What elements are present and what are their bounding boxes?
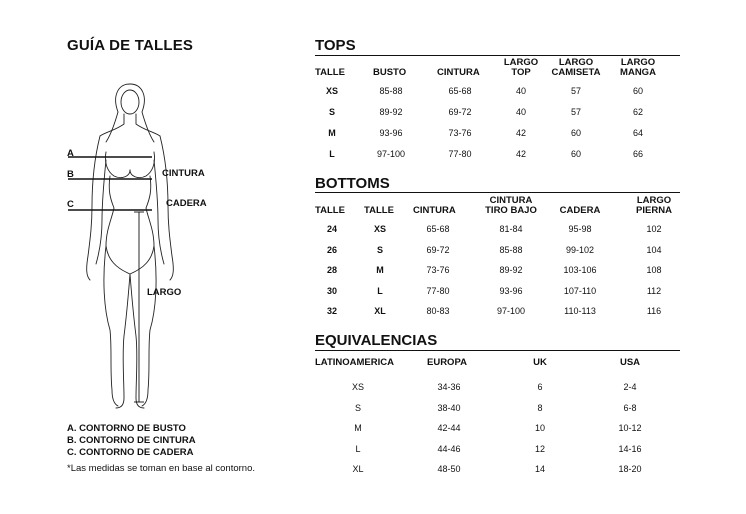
equivalencias-cell: XS	[351, 382, 364, 392]
bottoms-cell: 81-84	[499, 224, 523, 234]
tops-header-line: MANGA	[620, 67, 656, 78]
equivalencias-cell: 38-40	[437, 402, 461, 413]
equivalencias-title: EQUIVALENCIAS	[315, 332, 438, 349]
footnote: *Las medidas se toman en base al contorno.	[67, 463, 256, 474]
bottoms-header-line: CINTURA	[413, 205, 456, 216]
tops-header-line: LARGO	[503, 57, 539, 68]
legend-a: A. CONTORNO DE BUSTO	[67, 423, 186, 434]
equivalencias-cell: M	[354, 423, 362, 433]
bottoms-cell: 26	[326, 244, 337, 255]
bottoms-header	[364, 206, 404, 216]
equivalencias-cell: 14	[534, 464, 545, 474]
tops-cell: 73-76	[448, 128, 472, 138]
equivalencias-cell: 10-12	[618, 423, 642, 433]
equivalencias-header: LATINOAMERICA	[315, 357, 394, 368]
bottoms-header-line: PIERNA	[636, 205, 672, 216]
tops-cell: S	[328, 107, 335, 117]
bottoms-cell: 80-83	[426, 306, 450, 316]
tops-title: TOPS	[315, 37, 356, 54]
legend-b: B. CONTORNO DE CINTURA	[67, 435, 196, 446]
bottoms-cell: 85-88	[499, 244, 523, 255]
bottoms-cell: 110-113	[564, 306, 596, 316]
tops-cell: 60	[570, 128, 581, 138]
equivalencias-cell: 6-8	[623, 402, 637, 413]
label-a: A	[67, 148, 74, 159]
bottoms-header	[550, 206, 610, 216]
tops-rule	[315, 55, 680, 56]
bottoms-cell: 95-98	[568, 224, 592, 234]
bottoms-header-line: CINTURA	[489, 195, 533, 206]
bottoms-header	[476, 196, 546, 216]
tops-cell: 60	[632, 86, 643, 96]
tops-cell: 62	[632, 107, 643, 117]
tops-cell: 42	[515, 128, 526, 138]
tops-header	[613, 58, 663, 78]
bottoms-cell: M	[376, 265, 384, 275]
bottoms-cell: 73-76	[426, 265, 450, 275]
equivalencias-cell: S	[354, 402, 361, 413]
tops-cell: 93-96	[379, 128, 403, 138]
tops-cell: 65-68	[448, 86, 472, 96]
bottoms-cell: 103-106	[563, 265, 597, 275]
tops-header-line: CINTURA	[437, 67, 480, 78]
label-c: C	[67, 199, 74, 210]
bottoms-header-line: CADERA	[559, 205, 601, 216]
tops-cell: 66	[632, 149, 643, 159]
equivalencias-cell: 44-46	[437, 443, 461, 454]
bottoms-header	[629, 196, 679, 216]
bottoms-header-line: TIRO BAJO	[485, 205, 537, 216]
equivalencias-cell: 42-44	[437, 423, 461, 433]
bottoms-header-line: LARGO	[636, 195, 672, 206]
bottoms-cell: XL	[374, 306, 386, 316]
tops-header	[541, 58, 611, 78]
bottoms-cell: 99-102	[565, 244, 595, 255]
tops-cell: 77-80	[448, 149, 472, 159]
tops-cell: 40	[515, 86, 526, 96]
tops-header	[437, 68, 497, 78]
bottoms-cell: 93-96	[499, 285, 523, 296]
bottoms-cell: 102	[646, 224, 662, 234]
page-title: GUÍA DE TALLES	[67, 37, 194, 54]
tops-header-line: LARGO	[558, 57, 594, 68]
bottoms-cell: 77-80	[426, 285, 450, 296]
tops-cell: 40	[515, 107, 526, 117]
equivalencias-header: EUROPA	[427, 357, 467, 368]
tops-cell: 64	[632, 128, 643, 138]
equivalencias-header: UK	[533, 357, 547, 368]
bottoms-cell: 65-68	[426, 224, 450, 234]
equivalencias-cell: 14-16	[618, 443, 642, 454]
tops-header-line: TALLE	[315, 67, 345, 78]
tops-cell: 69-72	[448, 107, 472, 117]
bottoms-rule	[315, 192, 680, 193]
label-largo: LARGO	[147, 287, 182, 298]
tops-cell: 57	[570, 107, 581, 117]
bottoms-cell: 32	[326, 306, 337, 316]
bottoms-cell: 24	[326, 224, 337, 234]
tops-header	[496, 58, 546, 78]
bottoms-cell: 30	[326, 285, 337, 296]
tops-header	[373, 68, 413, 78]
equivalencias-cell: XL	[352, 464, 364, 474]
bottoms-title: BOTTOMS	[315, 175, 390, 192]
equivalencias-header: USA	[619, 357, 641, 368]
equivalencias-cell: 10	[534, 423, 545, 433]
tops-header-line: TOP	[511, 67, 531, 78]
tops-cell: M	[328, 128, 336, 138]
tops-cell: L	[329, 149, 335, 159]
bottoms-cell: S	[376, 244, 383, 255]
bottoms-cell: L	[377, 285, 383, 296]
label-cadera: CADERA	[166, 198, 207, 209]
bottoms-header-line: TALLE	[364, 205, 394, 216]
equivalencias-cell: 34-36	[437, 382, 461, 392]
equivalencias-cell: 8	[537, 402, 543, 413]
equivalencias-rule	[315, 350, 680, 351]
label-b: B	[67, 169, 74, 180]
bottoms-cell: 28	[326, 265, 337, 275]
tops-header-line: CAMISETA	[551, 67, 601, 78]
tops-cell: 42	[515, 149, 526, 159]
tops-header	[315, 68, 355, 78]
bottoms-header	[315, 206, 355, 216]
equivalencias-cell: 18-20	[618, 464, 642, 474]
bottoms-header	[413, 206, 473, 216]
tops-cell: 97-100	[376, 149, 406, 159]
tops-cell: 57	[570, 86, 581, 96]
bottoms-cell: 89-92	[499, 265, 523, 275]
bottoms-cell: 108	[646, 265, 662, 275]
equivalencias-cell: 2-4	[623, 382, 637, 392]
bottoms-cell: 107-110	[563, 285, 597, 296]
tops-cell: 60	[570, 149, 581, 159]
bottoms-cell: 104	[646, 244, 662, 255]
tops-header-line: BUSTO	[373, 67, 407, 78]
equivalencias-cell: 12	[534, 443, 545, 454]
tops-cell: XS	[325, 86, 338, 96]
tops-cell: 85-88	[379, 86, 403, 96]
tops-cell: 89-92	[379, 107, 403, 117]
equivalencias-cell: 6	[537, 382, 543, 392]
equivalencias-cell: L	[355, 443, 361, 454]
bottoms-cell: 112	[646, 285, 662, 296]
body-figure	[60, 80, 240, 420]
legend-c: C. CONTORNO DE CADERA	[67, 447, 194, 458]
bottoms-cell: 69-72	[426, 244, 450, 255]
label-cintura: CINTURA	[162, 168, 205, 179]
bottoms-header-line: TALLE	[315, 205, 345, 216]
equivalencias-cell: 48-50	[437, 464, 461, 474]
bottoms-cell: 116	[646, 306, 662, 316]
bottoms-cell: XS	[373, 224, 386, 234]
tops-header-line: LARGO	[620, 57, 656, 68]
bottoms-cell: 97-100	[496, 306, 526, 316]
